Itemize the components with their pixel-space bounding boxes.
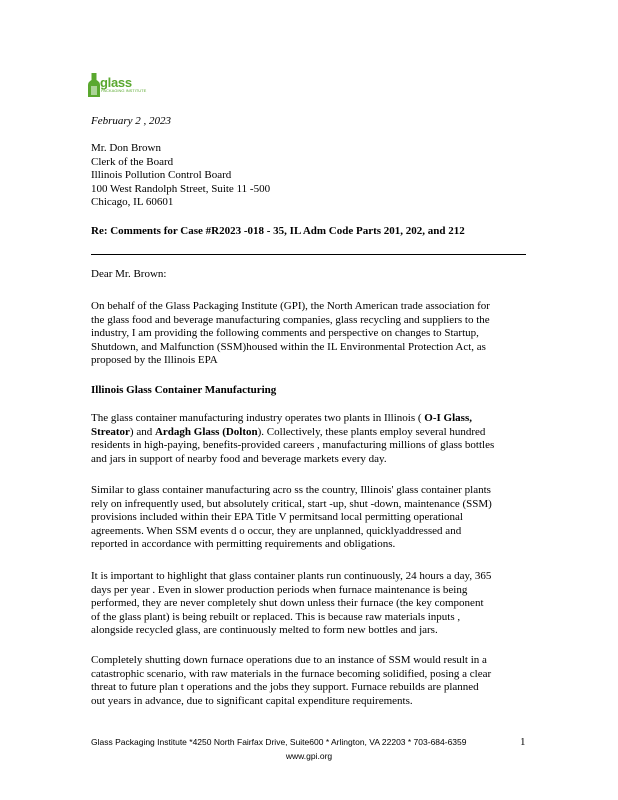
text-line: alongside recycled glass, are continuously melted to form new bottles and jars. <box>91 624 438 636</box>
salutation: Dear Mr. Brown: <box>91 268 167 280</box>
text-line: Similar to glass container manufacturing acro ss the country, Illinois' glass container plants <box>91 484 491 496</box>
text-line: of the glass plant) is being rebuilt or replaced. This is because raw materials inputs , <box>91 610 461 623</box>
bottle-icon <box>88 73 100 97</box>
text-line: industry, I am providing the following comments and perspective on changes to Startup, <box>91 327 479 339</box>
text-line: agreements. When SSM events d o occur, they are unplanned, quicklyaddressed and <box>91 524 462 537</box>
text-line <box>91 426 529 440</box>
address-line: Chicago, IL 60601 <box>91 196 174 208</box>
divider <box>91 254 526 255</box>
text-segment: The glass container manufacturing industry operates two plants in Illinois ( <box>91 412 425 424</box>
text-line: provisions included within their EPA Title V permitsand local permitting operational <box>91 511 463 523</box>
letter-date: February 2 , 2023 <box>91 115 172 127</box>
text-line: and jars in support of nearby food and beverage markets every day. <box>91 452 387 465</box>
text-line: rely on infrequently used, but absolutely critical, start -up, shut -down, maintenance (SSM) <box>91 497 492 510</box>
address-line: Mr. Don Brown <box>91 142 161 154</box>
text-line: It is important to highlight that glass container plants run continuously, 24 hours a day, 365 <box>91 570 492 582</box>
text-line: reported in accordance with permitting requirements and obligations. <box>91 538 396 550</box>
footer-address: Glass Packaging Institute *4250 North Fairfax Drive, Suite600 * Arlington, VA 22203 * 703-684-6359 <box>91 737 467 747</box>
text-line: performed, they are never completely shut down unless their furnace (the key component <box>91 597 484 609</box>
text-line: Shutdown, and Malfunction (SSM)housed within the IL Environmental Protection Act, as <box>91 340 486 353</box>
address-line: Illinois Pollution Control Board <box>91 169 232 181</box>
plant-name: Ardagh Glass (Dolton <box>154 425 258 438</box>
paragraph-ssm <box>91 484 529 552</box>
text-line: On behalf of the Glass Packaging Institute (GPI), the North American trade association for <box>91 300 490 312</box>
section-heading: Illinois Glass Container Manufacturing <box>91 384 277 396</box>
logo-wordmark: glass <box>100 75 132 90</box>
text-line: threat to future plan t operations and the jobs they support. Furnace rebuilds are planned <box>91 681 479 693</box>
text-line: residents in high-paying, benefits-provided careers , manufacturing millions of glass bottles <box>91 439 495 451</box>
address-line: 100 West Randolph Street, Suite 11 -500 <box>91 182 271 195</box>
paragraph-intro <box>91 300 529 368</box>
paragraph-plants <box>91 412 529 466</box>
page-number: 1 <box>520 736 526 748</box>
text-segment: ) and <box>129 425 155 438</box>
logo-tagline: PACKAGING INSTITUTE <box>101 88 147 93</box>
address-line: Clerk of the Board <box>91 155 174 168</box>
paragraph-shutdown <box>91 654 529 708</box>
subject-line: Re: Comments for Case #R2023 -018 - 35, IL Adm Code Parts 201, 202, and 212 <box>91 225 465 237</box>
paragraph-continuous <box>91 570 529 638</box>
text-line: days per year . Even in slower production periods when furnace maintenance is being <box>91 583 468 596</box>
text-line: Completely shutting down furnace operations due to an instance of SSM would result in a <box>91 654 487 666</box>
plant-location: Streator <box>91 425 130 438</box>
text-line: out years in advance, due to significant capital expenditure requirements. <box>91 694 413 707</box>
plant-name: O-I Glass, <box>424 412 472 424</box>
text-line: the glass food and beverage manufacturing companies, glass recycling and suppliers to the <box>91 313 490 326</box>
text-line: catastrophic scenario, with raw materials in the furnace becoming solidified, posing a clear <box>91 667 492 680</box>
recipient-address <box>91 142 270 210</box>
gpi-logo <box>88 73 148 99</box>
text-line: proposed by the Illinois EPA <box>91 354 218 366</box>
text-segment: ). Collectively, these plants employ several hundred <box>257 425 486 438</box>
footer-url[interactable]: www.gpi.org <box>285 751 333 761</box>
text-line <box>91 412 529 426</box>
